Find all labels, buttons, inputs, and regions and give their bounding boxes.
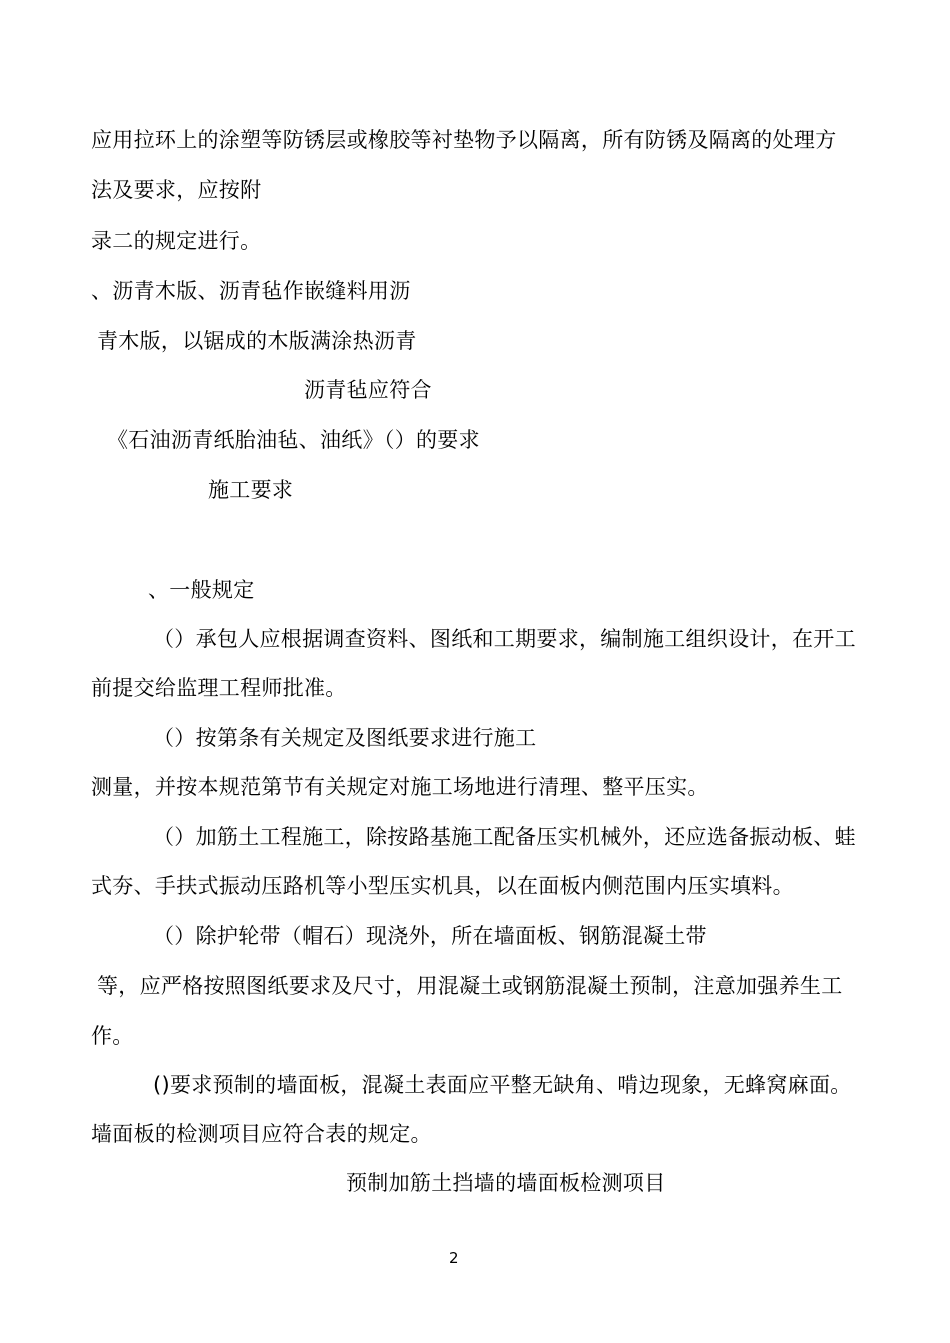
table-caption: 预制加筋土挡墙的墙面板检测项目	[346, 1171, 666, 1195]
subsection-heading: 、一般规定	[148, 578, 255, 602]
paragraph-line-11: 前提交给监理工程师批准。	[91, 676, 347, 700]
paragraph-line-17: 等，应严格按照图纸要求及尺寸，用混凝土或钢筋混凝土预制，注意加强养生工	[97, 974, 843, 998]
paragraph-line-13: 测量，并按本规范第节有关规定对施工场地进行清理、整平压实。	[91, 775, 709, 799]
paragraph-line-19: ()要求预制的墙面板，混凝土表面应平整无缺角、啃边现象，无蜂窝麻面。	[153, 1073, 852, 1097]
page-number: 2	[449, 1249, 459, 1267]
paragraph-line-18: 作。	[91, 1024, 134, 1048]
paragraph-line-16: （）除护轮带（帽石）现浇外，所在墙面板、钢筋混凝土带	[153, 924, 707, 948]
paragraph-line-4: 、沥青木版、沥青毡作嵌缝料用沥	[91, 279, 411, 303]
paragraph-line-1: 应用拉环上的涂塑等防锈层或橡胶等衬垫物予以隔离，所有防锈及隔离的处理方	[91, 128, 837, 152]
paragraph-line-10: （）承包人应根据调查资料、图纸和工期要求，编制施工组织设计，在开工	[153, 627, 856, 651]
paragraph-line-15: 式夯、手扶式振动压路机等小型压实机具，以在面板内侧范围内压实填料。	[91, 874, 794, 898]
paragraph-line-12: （）按第条有关规定及图纸要求进行施工	[153, 726, 537, 750]
paragraph-line-20: 墙面板的检测项目应符合表的规定。	[91, 1122, 432, 1146]
paragraph-line-14: （）加筋土工程施工，除按路基施工配备压实机械外，还应选备振动板、蛙	[153, 825, 856, 849]
section-heading: 施工要求	[208, 478, 294, 502]
paragraph-line-2: 法及要求，应按附	[91, 178, 262, 202]
paragraph-line-7: 《石油沥青纸胎油毡、油纸》（）的要求	[107, 428, 480, 452]
paragraph-line-6: 沥青毡应符合	[304, 378, 432, 402]
paragraph-line-3: 录二的规定进行。	[91, 229, 262, 253]
paragraph-line-5: 青木版，以锯成的木版满涂热沥青	[97, 329, 417, 353]
